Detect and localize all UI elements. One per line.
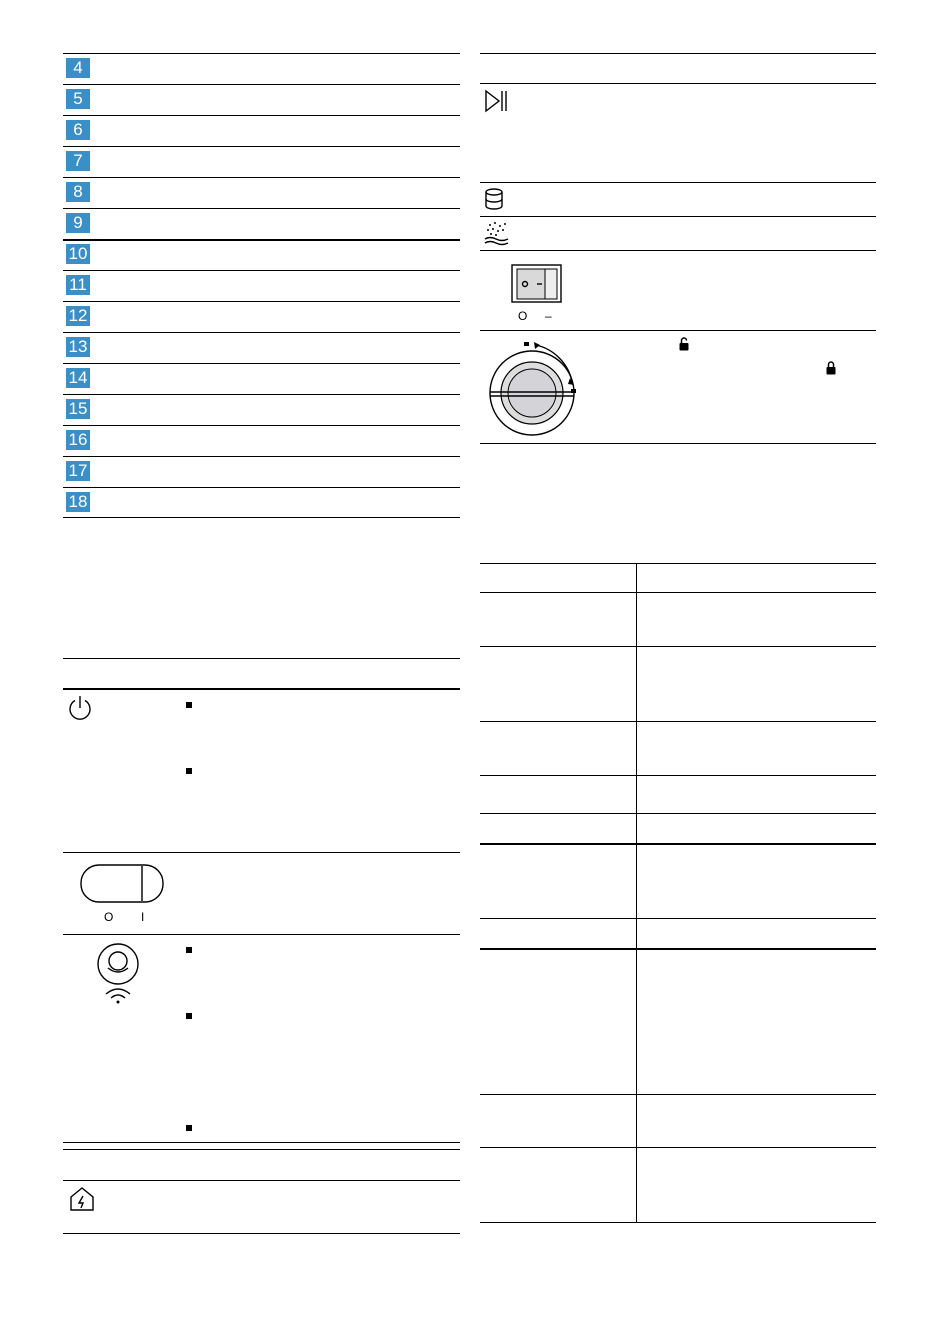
table-rule: [63, 1149, 460, 1150]
table-rule: [63, 177, 460, 178]
table-rule: [63, 852, 460, 853]
table-rule: [480, 1147, 876, 1148]
table-column-divider: [636, 563, 637, 1222]
table-rule: [480, 216, 876, 217]
table-rule: [63, 1142, 460, 1143]
component-number-badge: 12: [66, 306, 90, 326]
switch-off-label: O: [104, 910, 114, 924]
table-rule: [63, 394, 460, 395]
table-rule: [63, 425, 460, 426]
table-rule: [480, 813, 876, 814]
home-power-icon: [68, 1186, 96, 1212]
rinse-aid-icon: [484, 221, 510, 245]
component-number-badge: 11: [66, 275, 90, 295]
table-rule: [63, 208, 460, 209]
table-rule: [63, 658, 460, 659]
table-rule: [63, 456, 460, 457]
list-bullet: [186, 947, 192, 953]
list-bullet: [186, 768, 192, 774]
component-number-badge: 10: [66, 244, 90, 264]
table-rule: [480, 330, 876, 331]
table-rule: [480, 443, 876, 444]
table-rule: [480, 775, 876, 776]
table-rule: [480, 592, 876, 593]
table-rule: [63, 1180, 460, 1181]
table-rule: [480, 1094, 876, 1095]
table-rule: [480, 918, 876, 919]
component-number-badge: 9: [66, 213, 90, 233]
table-rule: [63, 517, 460, 518]
start-pause-icon: [484, 89, 508, 113]
component-number-badge: 15: [66, 399, 90, 419]
lock-open-icon: [679, 337, 689, 351]
main-switch-icon: [511, 264, 563, 304]
table-header-rule: [480, 843, 876, 845]
table-rule: [63, 146, 460, 147]
table-rule: [63, 1233, 460, 1234]
power-icon: [66, 694, 94, 722]
table-rule: [480, 83, 876, 84]
lock-closed-icon: [826, 361, 836, 375]
table-rule: [63, 84, 460, 85]
switch-on-label: I: [141, 910, 145, 924]
list-bullet: [186, 1125, 192, 1131]
table-rule: [480, 53, 876, 54]
table-header-rule: [63, 688, 460, 690]
main-switch-on-label: –: [545, 309, 552, 323]
table-rule: [480, 646, 876, 647]
list-bullet: [186, 702, 192, 708]
salt-container-icon: [484, 188, 504, 210]
table-header-rule: [480, 948, 876, 950]
component-number-badge: 13: [66, 337, 90, 357]
table-rule: [63, 487, 460, 488]
rocker-switch-icon: [80, 864, 164, 904]
main-switch-off-label: O: [518, 309, 528, 323]
table-rule: [480, 250, 876, 251]
table-rule: [480, 182, 876, 183]
table-rule: [63, 934, 460, 935]
table-rule: [63, 332, 460, 333]
component-number-badge: 8: [66, 182, 90, 202]
table-rule: [63, 239, 460, 241]
table-rule: [63, 270, 460, 271]
remote-start-wifi-icon: [96, 942, 140, 1008]
table-rule: [63, 363, 460, 364]
component-number-badge: 7: [66, 151, 90, 171]
table-rule: [480, 563, 876, 564]
component-number-badge: 18: [66, 492, 90, 512]
table-rule: [63, 115, 460, 116]
component-number-badge: 5: [66, 89, 90, 109]
component-number-badge: 17: [66, 461, 90, 481]
component-number-badge: 16: [66, 430, 90, 450]
table-rule: [480, 1222, 876, 1223]
table-rule: [480, 721, 876, 722]
table-rule: [63, 301, 460, 302]
component-number-badge: 6: [66, 120, 90, 140]
list-bullet: [186, 1013, 192, 1019]
component-number-badge: 14: [66, 368, 90, 388]
door-lock-dial-icon: [486, 336, 582, 432]
component-number-badge: 4: [66, 58, 90, 78]
table-rule: [63, 53, 460, 54]
